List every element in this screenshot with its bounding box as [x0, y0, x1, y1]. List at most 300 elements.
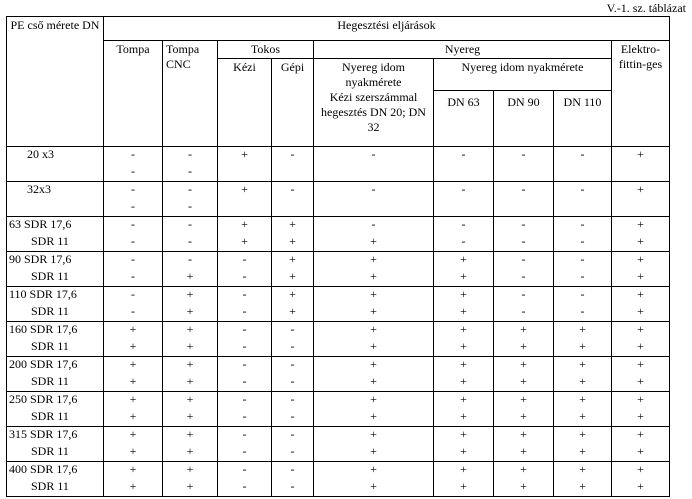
cell-value: - — [521, 147, 526, 161]
cell-value: + — [460, 287, 467, 301]
cell-value: - — [131, 252, 135, 266]
cell-value: + — [129, 427, 137, 441]
cell-value: + — [579, 374, 586, 388]
dn90-cell — [494, 287, 554, 322]
table-row — [7, 287, 670, 322]
cell-value: + — [579, 427, 586, 441]
cell-value: - — [242, 269, 247, 283]
cell-value: + — [129, 322, 137, 336]
elektro-cell — [612, 462, 670, 497]
cell-value: + — [579, 392, 586, 406]
cell-value: + — [370, 304, 377, 318]
cell-value: - — [131, 182, 135, 196]
cell-value: + — [637, 182, 644, 196]
cell-value: - — [188, 164, 192, 178]
tompa-cnc-cell — [163, 217, 218, 252]
cell-value: SDR 11 — [31, 374, 69, 388]
cell-value: + — [370, 462, 377, 476]
dn-cell — [7, 462, 104, 497]
cell-value: - — [580, 304, 585, 318]
table-row — [7, 427, 670, 462]
tompa-cell — [104, 217, 163, 252]
dn63-cell — [434, 147, 494, 182]
cell-value: - — [242, 287, 247, 301]
cell-value — [27, 164, 103, 181]
cell-value: + — [370, 409, 377, 423]
tompa-cell — [104, 322, 163, 357]
cell-value: + — [186, 322, 194, 336]
cell-value: + — [186, 269, 194, 283]
cell-value: + — [637, 392, 644, 406]
cell-value: + — [186, 409, 194, 423]
dn90-cell — [494, 427, 554, 462]
cell-value: - — [242, 392, 247, 406]
gepi-cell — [272, 182, 314, 217]
cell-value: - — [461, 182, 466, 196]
cell-value — [218, 199, 271, 216]
kezi-cell — [218, 392, 272, 427]
dn63-cell — [434, 182, 494, 217]
tompa-cnc-cell — [163, 182, 218, 217]
dn110-cell — [554, 147, 612, 182]
cell-value — [314, 199, 433, 216]
col-header-nyereg-idom-manual — [314, 59, 434, 147]
cell-value: + — [460, 392, 467, 406]
cell-value: + — [637, 427, 644, 441]
cell-value: - — [242, 322, 247, 336]
nyereg-idom-cell — [314, 427, 434, 462]
dn110-cell — [554, 217, 612, 252]
dn63-cell — [434, 322, 494, 357]
cell-value: + — [637, 147, 644, 161]
dn110-cell — [554, 322, 612, 357]
cell-value: + — [370, 444, 377, 458]
cell-value: + — [129, 392, 137, 406]
cell-value: - — [461, 217, 466, 231]
col-header-dn90: DN 90 — [494, 91, 554, 147]
cell-value: - — [580, 147, 585, 161]
cell-value: + — [129, 462, 137, 476]
tompa-cell — [104, 427, 163, 462]
cell-value: SDR 11 — [31, 444, 69, 458]
dn110-cell — [554, 252, 612, 287]
cell-value: + — [460, 479, 467, 493]
tompa-cnc-cell — [163, 357, 218, 392]
elektro-cell — [612, 322, 670, 357]
nyereg-idom-label: Nyereg idom nyakmérete — [342, 60, 405, 89]
cell-value: + — [460, 444, 467, 458]
cell-value: + — [370, 269, 377, 283]
nyereg-idom-cell — [314, 392, 434, 427]
cell-value: SDR 11 — [31, 479, 69, 493]
cell-value: + — [186, 462, 194, 476]
dn90-cell — [494, 462, 554, 497]
cell-value: + — [579, 462, 586, 476]
cell-value: - — [131, 217, 135, 231]
dn63-cell — [434, 287, 494, 322]
cell-value: + — [370, 252, 377, 266]
cell-value: + — [520, 322, 527, 336]
tompa-cell — [104, 392, 163, 427]
cell-value: + — [289, 234, 296, 248]
cell-value: + — [289, 304, 296, 318]
tompa-cnc-cell — [163, 462, 218, 497]
cell-value: 32x3 — [27, 182, 51, 196]
cell-value: 160 SDR 17,6 — [9, 322, 78, 336]
tompa-cnc-cell — [163, 322, 218, 357]
dn-cell — [7, 147, 104, 182]
cell-value: - — [290, 392, 295, 406]
gepi-cell — [272, 392, 314, 427]
dn-cell — [7, 322, 104, 357]
cell-value: + — [637, 357, 644, 371]
cell-value: - — [242, 339, 247, 353]
tompa-cnc-cell — [163, 252, 218, 287]
gepi-cell — [272, 427, 314, 462]
table-row — [7, 322, 670, 357]
welding-methods-table — [6, 16, 670, 497]
dn90-cell — [494, 147, 554, 182]
elektro-cell — [612, 427, 670, 462]
cell-value: SDR 11 — [31, 269, 69, 283]
col-header-nyereg: Nyereg — [314, 41, 612, 59]
cell-value: + — [637, 287, 644, 301]
gepi-cell — [272, 462, 314, 497]
cell-value: - — [521, 182, 526, 196]
cell-value: + — [241, 182, 248, 196]
kezi-cell — [218, 462, 272, 497]
cell-value: + — [186, 427, 194, 441]
elektro-cell — [612, 182, 670, 217]
cell-value: + — [370, 392, 377, 406]
cell-value — [27, 199, 103, 216]
cell-value: - — [521, 287, 526, 301]
cell-value: - — [290, 322, 295, 336]
kezi-cell — [218, 357, 272, 392]
cell-value — [434, 164, 493, 181]
cell-value: + — [460, 409, 467, 423]
dn63-cell — [434, 392, 494, 427]
tompa-cnc-cell — [163, 147, 218, 182]
cell-value: + — [520, 357, 527, 371]
cell-value — [554, 199, 611, 216]
nyereg-idom-cell — [314, 182, 434, 217]
cell-value — [494, 199, 553, 216]
cell-value: + — [637, 462, 644, 476]
cell-value: - — [131, 287, 135, 301]
tompa-cell — [104, 462, 163, 497]
cell-value: - — [580, 217, 585, 231]
cell-value: - — [131, 164, 135, 178]
cell-value — [612, 164, 669, 181]
cell-value: - — [371, 182, 376, 196]
cell-value: + — [186, 374, 194, 388]
cell-value: + — [186, 392, 194, 406]
cell-value — [434, 199, 493, 216]
cell-value: - — [188, 234, 192, 248]
cell-value: - — [242, 252, 247, 266]
table-row — [7, 357, 670, 392]
tompa-cell — [104, 147, 163, 182]
header-welding-methods: Hegesztési eljárások — [104, 17, 670, 41]
cell-value: + — [370, 322, 377, 336]
cell-value: + — [637, 339, 644, 353]
col-header-tokos: Tokos — [218, 41, 314, 59]
cell-value: - — [131, 304, 135, 318]
cell-value: - — [290, 147, 295, 161]
cell-value: - — [371, 147, 376, 161]
cell-value: - — [188, 217, 192, 231]
col-header-elektro: Elektro-fittin-ges — [612, 41, 670, 147]
dn63-cell — [434, 357, 494, 392]
gepi-cell — [272, 252, 314, 287]
nyereg-idom-manual-note: Kézi szerszámmal hegesztés DN 20; DN 32 — [321, 90, 426, 134]
cell-value: + — [520, 339, 527, 353]
cell-value: + — [520, 427, 527, 441]
kezi-cell — [218, 147, 272, 182]
cell-value: + — [637, 234, 644, 248]
cell-value: + — [520, 444, 527, 458]
cell-value: + — [637, 409, 644, 423]
cell-value: - — [188, 199, 192, 213]
cell-value: + — [129, 444, 137, 458]
kezi-cell — [218, 182, 272, 217]
cell-value: - — [131, 147, 135, 161]
cell-value: + — [186, 357, 194, 371]
cell-value: + — [370, 427, 377, 441]
cell-value: - — [521, 234, 526, 248]
dn90-cell — [494, 252, 554, 287]
cell-value: 63 SDR 17,6 — [9, 217, 72, 231]
dn-cell — [7, 182, 104, 217]
cell-value — [272, 164, 313, 181]
cell-value: + — [579, 479, 586, 493]
cell-value: + — [186, 339, 194, 353]
cell-value: + — [460, 357, 467, 371]
cell-value: + — [186, 304, 194, 318]
cell-value: + — [460, 322, 467, 336]
cell-value: - — [131, 199, 135, 213]
table-row — [7, 182, 670, 217]
cell-value: + — [241, 217, 248, 231]
cell-value: 90 SDR 17,6 — [9, 252, 72, 266]
cell-value: + — [129, 409, 137, 423]
col-header-tompa-cnc: Tompa CNC — [163, 41, 218, 147]
dn90-cell — [494, 182, 554, 217]
cell-value: - — [131, 234, 135, 248]
cell-value: + — [370, 339, 377, 353]
dn110-cell — [554, 392, 612, 427]
tompa-cell — [104, 252, 163, 287]
cell-value: - — [461, 234, 466, 248]
cell-value: - — [242, 409, 247, 423]
cell-value: - — [242, 304, 247, 318]
table-row — [7, 462, 670, 497]
table-row — [7, 217, 670, 252]
cell-value: - — [290, 444, 295, 458]
cell-value — [272, 199, 313, 216]
cell-value: - — [290, 479, 295, 493]
cell-value: + — [370, 234, 377, 248]
gepi-cell — [272, 357, 314, 392]
cell-value: + — [370, 374, 377, 388]
nyereg-idom-cell — [314, 287, 434, 322]
table-row — [7, 147, 670, 182]
cell-value: 400 SDR 17,6 — [9, 462, 78, 476]
tompa-cell — [104, 182, 163, 217]
cell-value: + — [579, 357, 586, 371]
cell-value: + — [579, 322, 586, 336]
cell-value: - — [580, 182, 585, 196]
elektro-cell — [612, 147, 670, 182]
cell-value: + — [289, 269, 296, 283]
cell-value: - — [188, 252, 192, 266]
cell-value: - — [242, 374, 247, 388]
elektro-cell — [612, 392, 670, 427]
cell-value: + — [460, 304, 467, 318]
col-header-kezi: Kézi — [218, 59, 272, 147]
cell-value: - — [521, 269, 526, 283]
cell-value: - — [290, 357, 295, 371]
col-header-dn110: DN 110 — [554, 91, 612, 147]
nyereg-idom-cell — [314, 252, 434, 287]
nyereg-idom-cell — [314, 147, 434, 182]
cell-value: - — [290, 427, 295, 441]
cell-value: 200 SDR 17,6 — [9, 357, 78, 371]
elektro-cell — [612, 287, 670, 322]
cell-value: + — [186, 287, 194, 301]
dn-cell — [7, 217, 104, 252]
kezi-cell — [218, 252, 272, 287]
cell-value: - — [580, 269, 585, 283]
dn90-cell — [494, 392, 554, 427]
cell-value: 110 SDR 17,6 — [9, 287, 77, 301]
cell-value: - — [580, 252, 585, 266]
cell-value: - — [580, 234, 585, 248]
cell-value: + — [520, 479, 527, 493]
cell-value: + — [637, 304, 644, 318]
dn90-cell — [494, 217, 554, 252]
cell-value: + — [637, 479, 644, 493]
cell-value: + — [370, 287, 377, 301]
cell-value: - — [521, 252, 526, 266]
cell-value: 250 SDR 17,6 — [9, 392, 78, 406]
cell-value: + — [129, 357, 137, 371]
dn63-cell — [434, 427, 494, 462]
cell-value: - — [290, 409, 295, 423]
cell-value: - — [188, 182, 192, 196]
table-caption: V.-1. sz. táblázat — [606, 1, 686, 15]
kezi-cell — [218, 427, 272, 462]
cell-value — [218, 164, 271, 181]
dn90-cell — [494, 357, 554, 392]
cell-value: SDR 11 — [31, 409, 69, 423]
cell-value: SDR 11 — [31, 339, 69, 353]
cell-value: - — [242, 462, 247, 476]
cell-value: - — [580, 287, 585, 301]
gepi-cell — [272, 217, 314, 252]
dn-cell — [7, 357, 104, 392]
col-header-nyereg-idom: Nyereg idom nyakmérete — [434, 59, 612, 91]
cell-value: - — [242, 479, 247, 493]
cell-value: 315 SDR 17,6 — [9, 427, 78, 441]
cell-value — [494, 164, 553, 181]
elektro-cell — [612, 252, 670, 287]
dn110-cell — [554, 427, 612, 462]
cell-value: + — [637, 374, 644, 388]
cell-value: + — [637, 269, 644, 283]
cell-value: + — [186, 444, 194, 458]
cell-value: SDR 11 — [31, 304, 69, 318]
elektro-cell — [612, 357, 670, 392]
cell-value: + — [129, 374, 137, 388]
cell-value: + — [129, 339, 137, 353]
cell-value: + — [289, 287, 296, 301]
cell-value: + — [241, 147, 248, 161]
col-header-gepi: Gépi — [272, 59, 314, 147]
cell-value: + — [289, 217, 296, 231]
dn90-cell — [494, 322, 554, 357]
cell-value: SDR 11 — [31, 234, 69, 248]
cell-value: + — [370, 357, 377, 371]
cell-value: - — [290, 462, 295, 476]
nyereg-idom-cell — [314, 357, 434, 392]
col-header-dn63: DN 63 — [434, 91, 494, 147]
cell-value: - — [290, 182, 295, 196]
tompa-cell — [104, 357, 163, 392]
cell-value: + — [129, 479, 137, 493]
cell-value: + — [460, 462, 467, 476]
cell-value: + — [520, 462, 527, 476]
kezi-cell — [218, 287, 272, 322]
dn110-cell — [554, 357, 612, 392]
cell-value: - — [242, 357, 247, 371]
dn63-cell — [434, 217, 494, 252]
cell-value: + — [460, 269, 467, 283]
gepi-cell — [272, 287, 314, 322]
dn110-cell — [554, 462, 612, 497]
cell-value: + — [186, 479, 194, 493]
nyereg-idom-cell — [314, 217, 434, 252]
dn110-cell — [554, 287, 612, 322]
elektro-cell — [612, 217, 670, 252]
dn-cell — [7, 287, 104, 322]
cell-value: - — [290, 339, 295, 353]
dn63-cell — [434, 462, 494, 497]
cell-value: + — [460, 427, 467, 441]
cell-value: - — [371, 217, 376, 231]
dn110-cell — [554, 182, 612, 217]
cell-value: + — [637, 444, 644, 458]
cell-value: + — [637, 217, 644, 231]
cell-value — [612, 199, 669, 216]
gepi-cell — [272, 322, 314, 357]
cell-value: + — [289, 252, 296, 266]
cell-value: + — [520, 374, 527, 388]
cell-value: - — [461, 147, 466, 161]
cell-value — [314, 164, 433, 181]
cell-value: + — [460, 252, 467, 266]
cell-value: + — [520, 409, 527, 423]
cell-value: - — [521, 304, 526, 318]
dn-cell — [7, 392, 104, 427]
nyereg-idom-cell — [314, 462, 434, 497]
cell-value: - — [188, 147, 192, 161]
cell-value: + — [579, 409, 586, 423]
cell-value: - — [290, 374, 295, 388]
kezi-cell — [218, 217, 272, 252]
table-row — [7, 252, 670, 287]
